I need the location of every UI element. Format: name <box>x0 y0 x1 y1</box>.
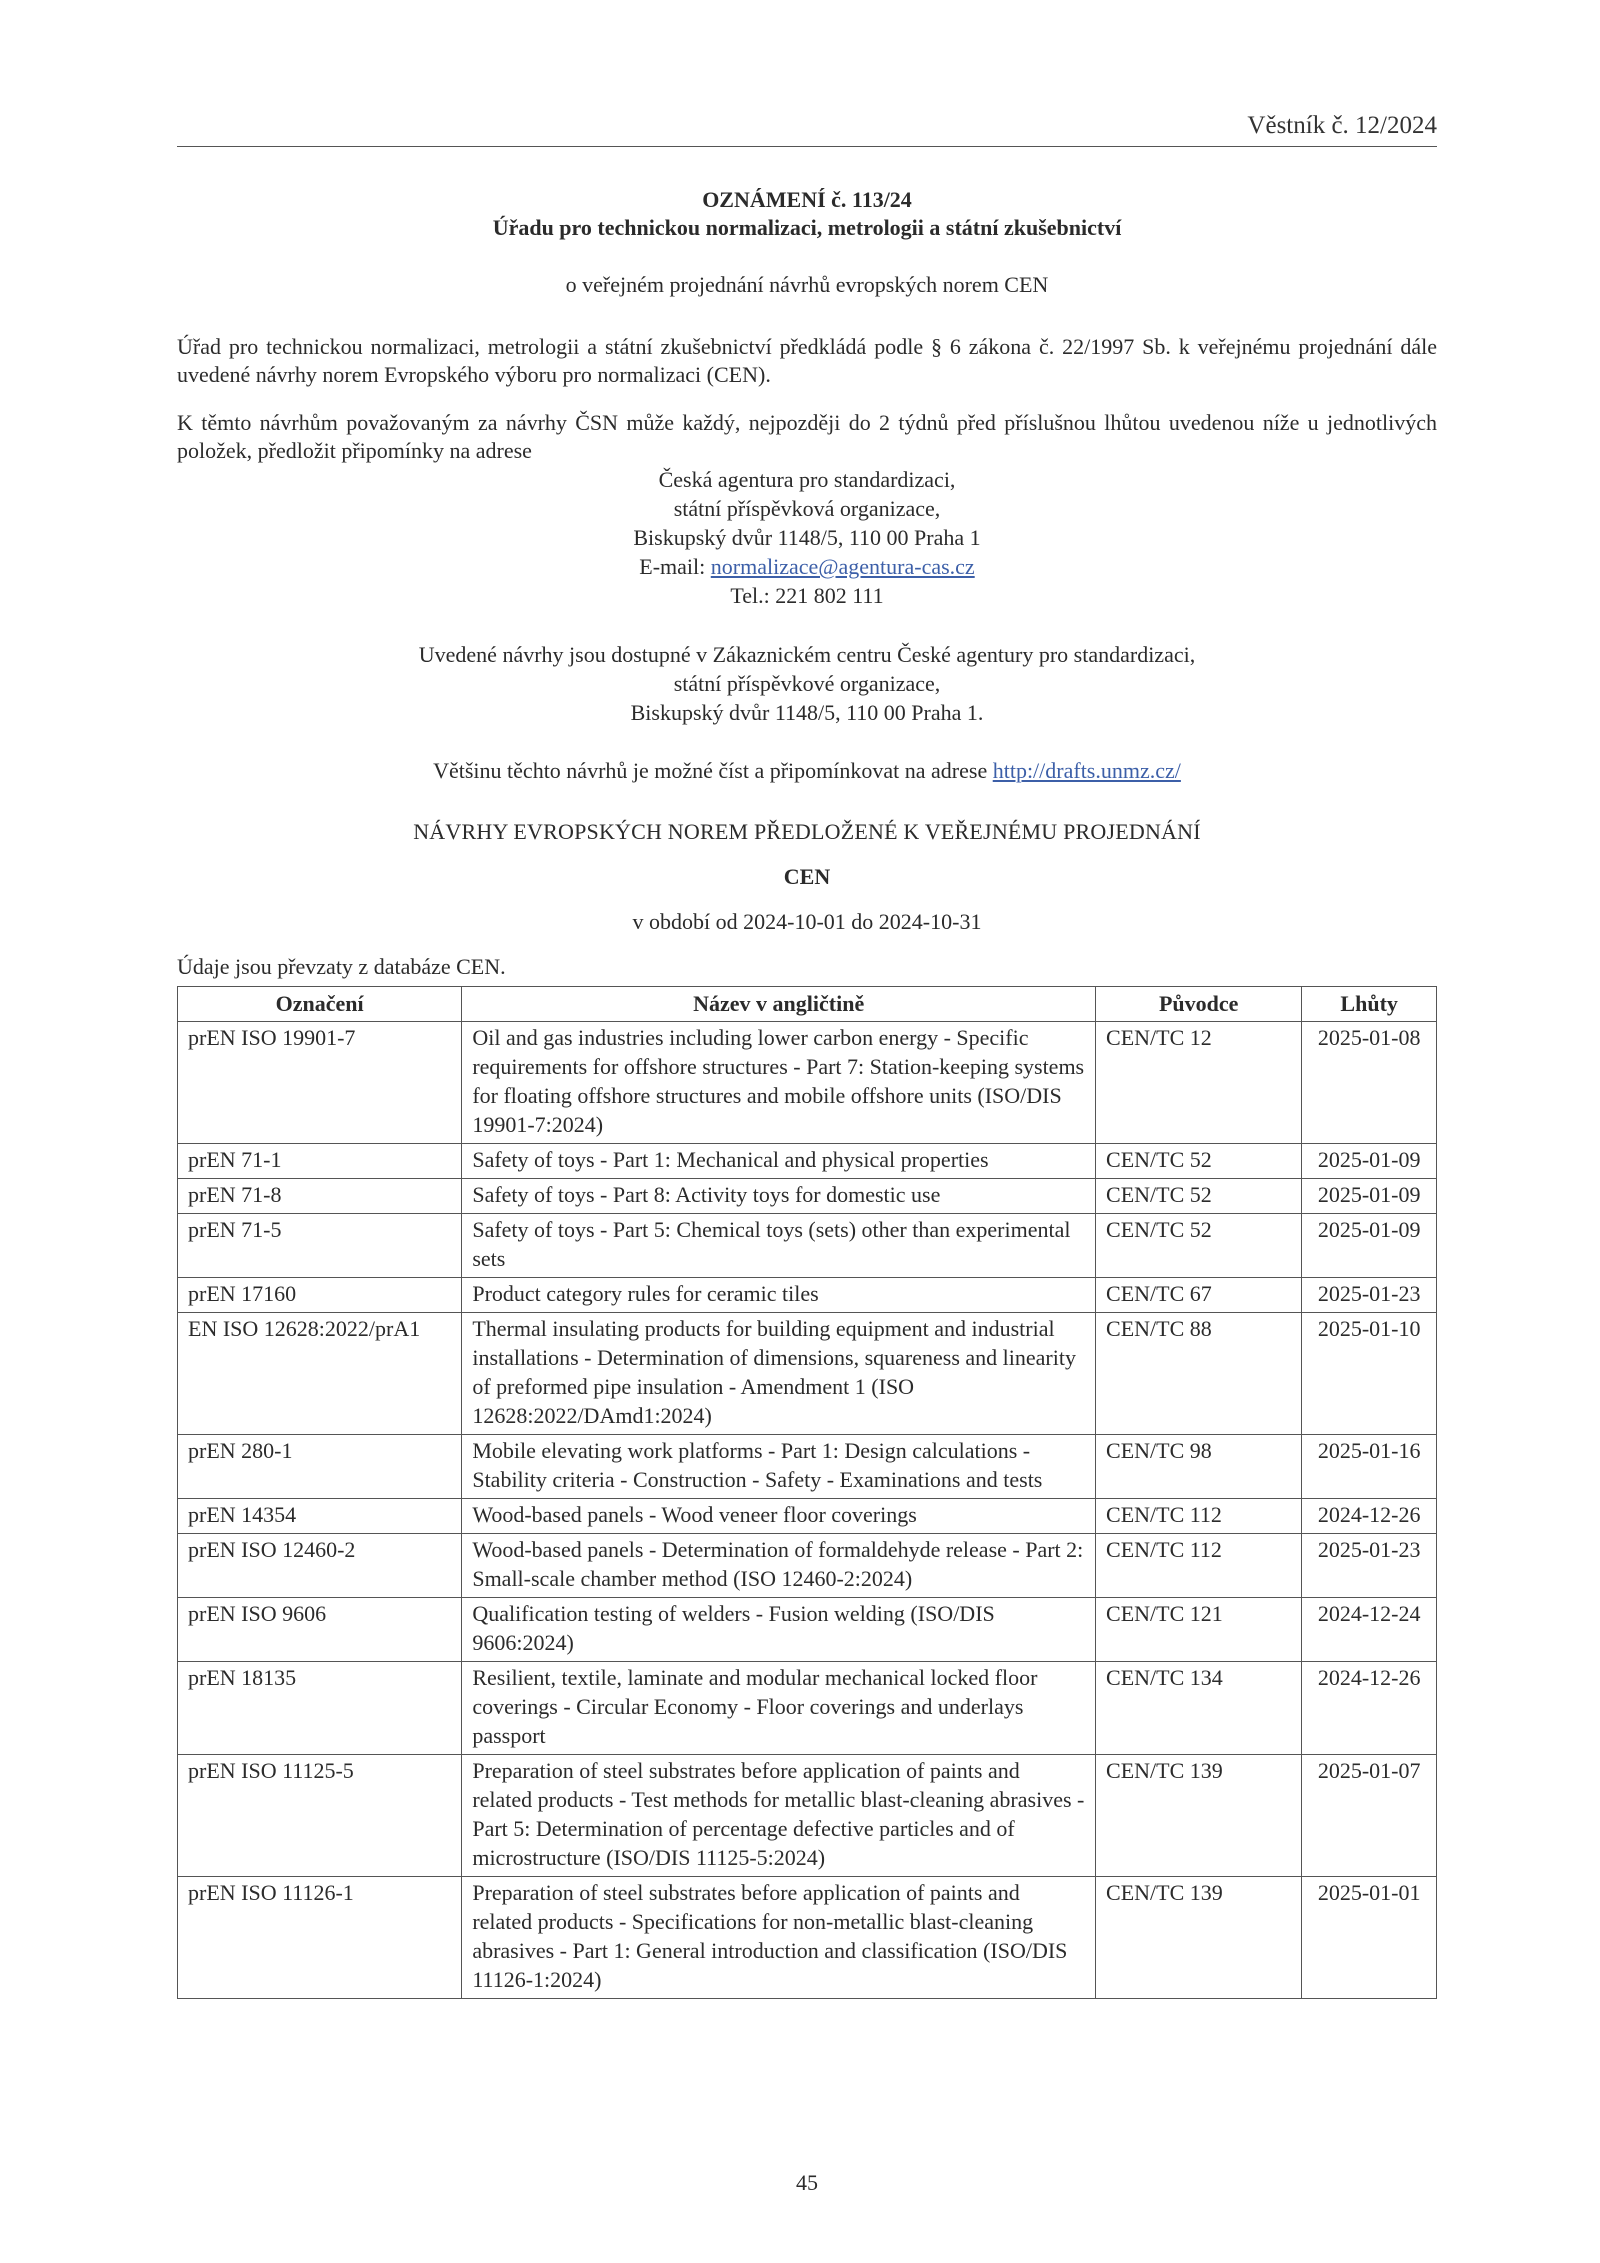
availability-line: Uvedené návrhy jsou dostupné v Zákaznickém centru České agentury pro standardizaci, <box>418 642 1196 667</box>
source-note: Údaje jsou převzaty z databáze CEN. <box>177 954 506 979</box>
column-header-designation: Označení <box>178 987 462 1022</box>
origin-cell: CEN/TC 52 <box>1096 1144 1302 1179</box>
column-header-english-title: Název v angličtině <box>462 987 1096 1022</box>
designation-cell: prEN 71-5 <box>178 1214 462 1278</box>
section-heading: NÁVRHY EVROPSKÝCH NOREM PŘEDLOŽENÉ K VEŘEJNÉMU PROJEDNÁNÍ <box>413 819 1201 844</box>
designation-cell: prEN 17160 <box>178 1278 462 1313</box>
deadline-cell: 2025-01-09 <box>1302 1179 1437 1214</box>
announcement-title <box>177 186 1437 242</box>
table-row <box>178 1435 1437 1499</box>
table-row <box>178 1022 1437 1144</box>
email-link[interactable]: normalizace@agentura-cas.cz <box>710 554 975 579</box>
deadline-cell: 2025-01-10 <box>1302 1313 1437 1435</box>
origin-cell: CEN/TC 52 <box>1096 1214 1302 1278</box>
deadline-cell: 2025-01-08 <box>1302 1022 1437 1144</box>
designation-cell: prEN 280-1 <box>178 1435 462 1499</box>
email-label: E-mail: <box>639 554 711 579</box>
drafts-text: Většinu těchto návrhů je možné číst a připomínkovat na adrese <box>433 758 993 783</box>
table-row <box>178 1144 1437 1179</box>
title-cell: Mobile elevating work platforms - Part 1: Design calculations - Stability criteria - Construction - Safety - Examinations and tests <box>462 1435 1096 1499</box>
title-cell: Product category rules for ceramic tiles <box>462 1278 1096 1313</box>
deadline-cell: 2024-12-24 <box>1302 1598 1437 1662</box>
title-cell: Preparation of steel substrates before application of paints and related products - Test methods for metallic blast-cleaning abrasives - Part 5: Determination of percentage defective particles and of microstructure (ISO/DIS 11125-5:2024) <box>462 1755 1096 1877</box>
table-row <box>178 1214 1437 1278</box>
origin-cell: CEN/TC 139 <box>1096 1877 1302 1999</box>
title-cell: Safety of toys - Part 8: Activity toys for domestic use <box>462 1179 1096 1214</box>
deadline-cell: 2025-01-23 <box>1302 1278 1437 1313</box>
comments-paragraph: K těmto návrhům považovaným za návrhy ČSN může každý, nejpozději do 2 týdnů před příslušnou lhůtou uvedenou níže u jednotlivých položek, předložit připomínky na adrese <box>177 410 1437 463</box>
designation-cell: prEN 14354 <box>178 1499 462 1534</box>
page-number: 45 <box>796 2170 818 2195</box>
origin-cell: CEN/TC 52 <box>1096 1179 1302 1214</box>
title-cell: Oil and gas industries including lower carbon energy - Specific requirements for offshore structures - Part 7: Station-keeping systems for floating offshore structures and mobile offshore units (ISO/DIS 19901-7:2024) <box>462 1022 1096 1144</box>
origin-cell: CEN/TC 112 <box>1096 1534 1302 1598</box>
availability-org-type: státní příspěvkové organizace, <box>673 671 941 696</box>
column-header-origin: Původce <box>1096 987 1302 1022</box>
availability-address <box>177 640 1437 727</box>
journal-issue-header: Věstník č. 12/2024 <box>1247 112 1437 139</box>
table-row <box>178 1877 1437 1999</box>
table-row <box>178 1755 1437 1877</box>
title-cell: Safety of toys - Part 1: Mechanical and physical properties <box>462 1144 1096 1179</box>
origin-cell: CEN/TC 139 <box>1096 1755 1302 1877</box>
column-header-deadline: Lhůty <box>1302 987 1437 1022</box>
table-row <box>178 1598 1437 1662</box>
announcement-subtitle: o veřejném projednání návrhů evropských norem CEN <box>565 272 1049 297</box>
drafts-table <box>177 986 1437 1999</box>
table-row <box>178 1662 1437 1755</box>
table-row <box>178 1313 1437 1435</box>
designation-cell: prEN ISO 12460-2 <box>178 1534 462 1598</box>
deadline-cell: 2025-01-09 <box>1302 1214 1437 1278</box>
designation-cell: prEN 18135 <box>178 1662 462 1755</box>
origin-cell: CEN/TC 121 <box>1096 1598 1302 1662</box>
deadline-cell: 2024-12-26 <box>1302 1499 1437 1534</box>
intro-paragraph: Úřad pro technickou normalizaci, metrologii a státní zkušebnictví předkládá podle § 6 zákona č. 22/1997 Sb. k veřejnému projednání dále uvedené návrhy norem Evropského výboru pro normalizaci (CEN). <box>177 334 1437 387</box>
designation-cell: prEN ISO 11125-5 <box>178 1755 462 1877</box>
agency-type: státní příspěvková organizace, <box>673 496 941 521</box>
deadline-cell: 2025-01-16 <box>1302 1435 1437 1499</box>
designation-cell: EN ISO 12628:2022/prA1 <box>178 1313 462 1435</box>
agency-name: Česká agentura pro standardizaci, <box>658 467 956 492</box>
table-row <box>178 1534 1437 1598</box>
designation-cell: prEN ISO 19901-7 <box>178 1022 462 1144</box>
section-org: CEN <box>783 864 831 889</box>
origin-cell: CEN/TC 98 <box>1096 1435 1302 1499</box>
table-row <box>178 1278 1437 1313</box>
origin-cell: CEN/TC 134 <box>1096 1662 1302 1755</box>
title-cell: Thermal insulating products for building equipment and industrial installations - Determination of dimensions, squareness and linearity of preformed pipe insulation - Amendment 1 (ISO 12628:2022/DAmd1:2024) <box>462 1313 1096 1435</box>
origin-cell: CEN/TC 88 <box>1096 1313 1302 1435</box>
agency-email-line <box>177 552 1437 581</box>
deadline-cell: 2025-01-23 <box>1302 1534 1437 1598</box>
agency-street: Biskupský dvůr 1148/5, 110 00 Praha 1 <box>633 525 981 550</box>
title-cell: Wood-based panels - Wood veneer floor coverings <box>462 1499 1096 1534</box>
table-row <box>178 1499 1437 1534</box>
origin-cell: CEN/TC 112 <box>1096 1499 1302 1534</box>
section-period: v období od 2024-10-01 do 2024-10-31 <box>632 909 982 934</box>
issuing-office: Úřadu pro technickou normalizaci, metrologii a státní zkušebnictví <box>492 215 1122 240</box>
title-cell: Preparation of steel substrates before application of paints and related products - Specifications for non-metallic blast-cleaning abrasives - Part 1: General introduction and classification (ISO/DIS 11126-1:2024) <box>462 1877 1096 1999</box>
origin-cell: CEN/TC 67 <box>1096 1278 1302 1313</box>
designation-cell: prEN ISO 11126-1 <box>178 1877 462 1999</box>
origin-cell: CEN/TC 12 <box>1096 1022 1302 1144</box>
designation-cell: prEN ISO 9606 <box>178 1598 462 1662</box>
availability-street: Biskupský dvůr 1148/5, 110 00 Praha 1. <box>630 700 984 725</box>
table-row <box>178 1179 1437 1214</box>
title-cell: Resilient, textile, laminate and modular mechanical locked floor coverings - Circular Economy - Floor coverings and underlays passport <box>462 1662 1096 1755</box>
designation-cell: prEN 71-1 <box>178 1144 462 1179</box>
deadline-cell: 2025-01-09 <box>1302 1144 1437 1179</box>
title-cell: Qualification testing of welders - Fusion welding (ISO/DIS 9606:2024) <box>462 1598 1096 1662</box>
header-divider <box>177 146 1437 147</box>
drafts-link[interactable]: http://drafts.unmz.cz/ <box>992 758 1181 783</box>
title-cell: Safety of toys - Part 5: Chemical toys (sets) other than experimental sets <box>462 1214 1096 1278</box>
deadline-cell: 2025-01-07 <box>1302 1755 1437 1877</box>
deadline-cell: 2025-01-01 <box>1302 1877 1437 1999</box>
deadline-cell: 2024-12-26 <box>1302 1662 1437 1755</box>
agency-address <box>177 465 1437 610</box>
drafts-notice <box>177 758 1437 784</box>
agency-phone: Tel.: 221 802 111 <box>730 583 884 608</box>
announcement-number: OZNÁMENÍ č. 113/24 <box>702 187 912 212</box>
designation-cell: prEN 71-8 <box>178 1179 462 1214</box>
table-header-row <box>178 987 1437 1022</box>
title-cell: Wood-based panels - Determination of formaldehyde release - Part 2: Small-scale chamber method (ISO 12460-2:2024) <box>462 1534 1096 1598</box>
